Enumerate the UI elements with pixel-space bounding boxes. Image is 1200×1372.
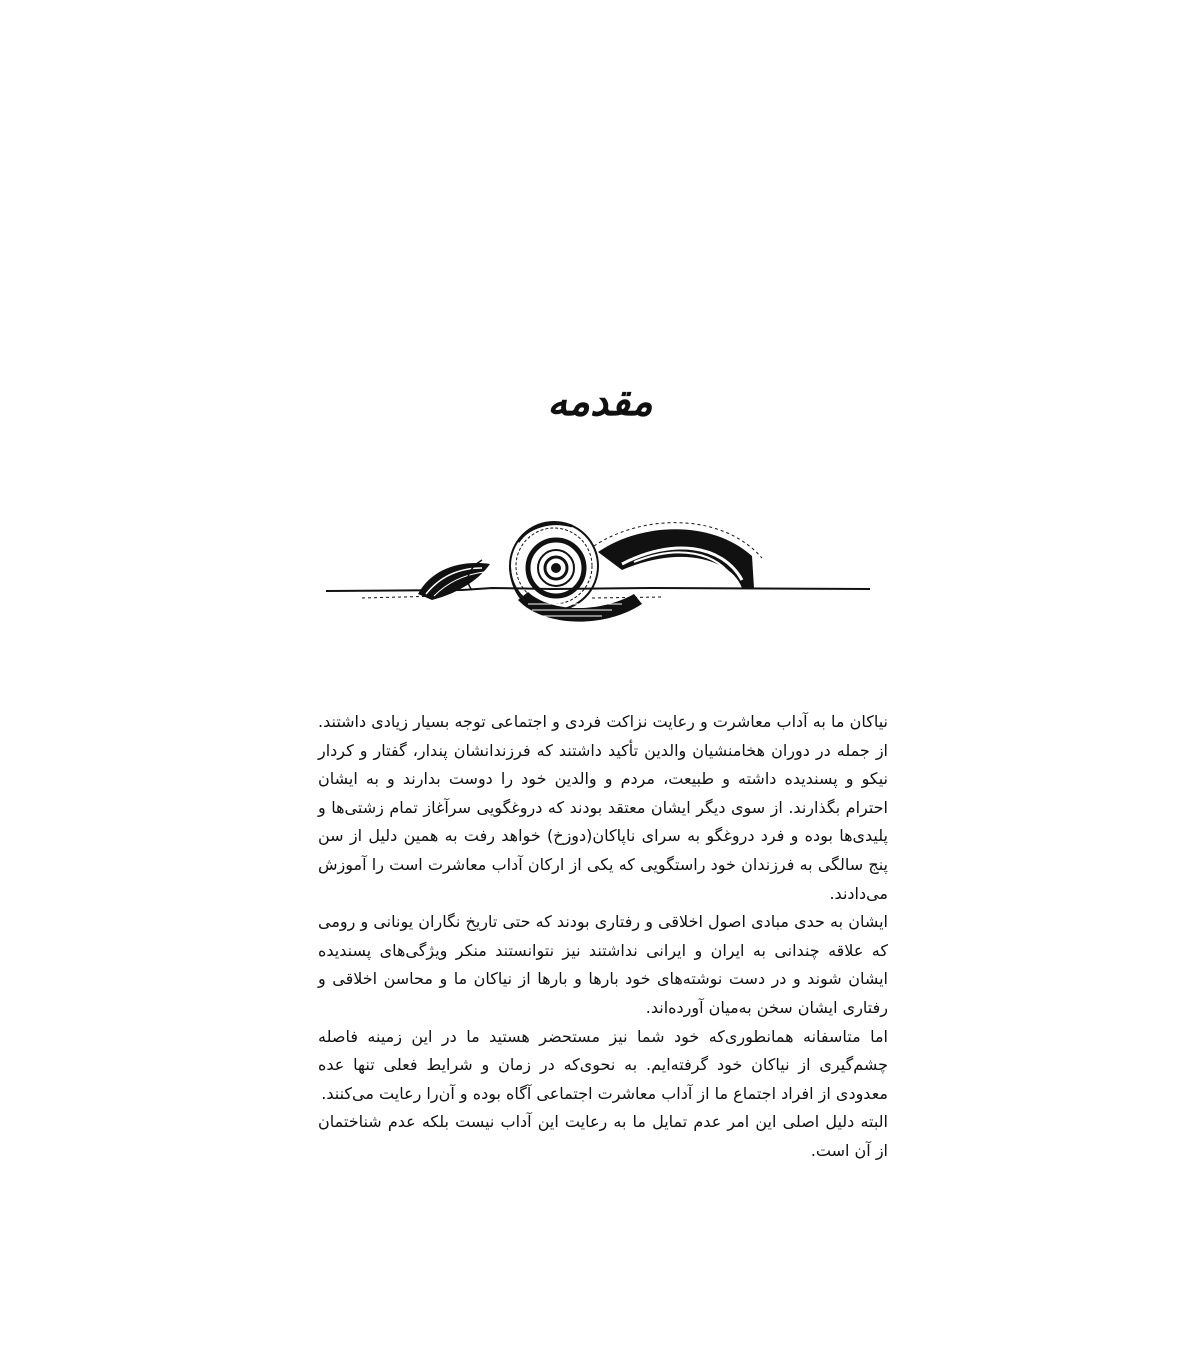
ornament-divider-icon	[322, 508, 874, 648]
page-title: مقدمه	[547, 378, 653, 425]
paragraph: البته دلیل اصلی این امر عدم تمایل ما به رعایت این آداب نیست بلکه عدم شناختمان از آن است.	[318, 1112, 888, 1160]
paragraph: ایشان به حدی مبادی اصول اخلاقی و رفتاری بودند که حتی تاریخ نگاران یونانی و رومی که علاقه چندانی به ایران و ایرانی نداشتند نیز نتوانستند منکر ویژگی‌های پسندیده ایشان شوند و در دست نوشته‌های خود بارها و بارها از نیاکان ما و محاسن اخلاقی و رفتاری ایشان سخن به‌میان آورده‌اند.	[318, 912, 888, 1017]
paragraph: نیاکان ما به آداب معاشرت و رعایت نزاکت فردی و اجتماعی توجه بسیار زیادی داشتند. از جمله در دوران هخامنشیان والدین تأکید داشتند که فرزندانشان پندار، گفتار و کردار نیکو و پسندیده داشته و طبیعت، مردم و والدین خود را دوست بدارند و به ایشان احترام بگذارند. از سوی دیگر ایشان معتقد بودند که دروغگویی سرآغاز تمام زشتی‌ها و پلیدی‌ها بوده و فرد دروغگو به سرای ناپاکان(دوزخ) خواهد رفت به همین دلیل از سن پنج سالگی به فرزندان خود راستگویی که یکی از ارکان آداب معاشرت است را آموزش می‌دادند.	[318, 712, 888, 903]
body-text	[318, 708, 888, 1166]
paragraph: اما متاسفانه همانطوری‌که خود شما نیز مستحضر هستید ما در این زمینه فاصله چشم‌گیری از نیاکان خود گرفته‌ایم. به نحوی‌که در زمان و شرایط فعلی تنها عده معدودی از افراد اجتماع ما از آداب معاشرت اجتماعی آگاه بوده و آن‌را رعایت می‌کنند.	[318, 1026, 888, 1103]
